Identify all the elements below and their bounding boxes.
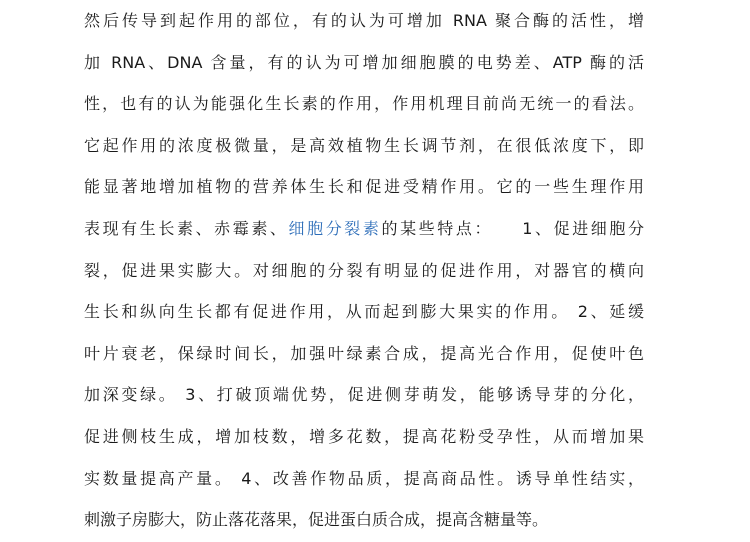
text-line-9: 叶片衰老，保绿时间长，加强叶绿素合成，提高光合作用，促使叶色	[84, 343, 644, 363]
text-line-8: 生长和纵向生长都有促进作用，从而起到膨大果实的作用。 2、延缓	[84, 302, 644, 322]
cytokinin-link[interactable]: 细胞分裂素	[288, 218, 382, 238]
text-line-7: 裂，促进果实膨大。对细胞的分裂有明显的促进作用，对器官的横向	[84, 260, 644, 280]
text-line-13: 刺激子房膨大，防止落花落果，促进蛋白质合成，提高含糖量等。	[84, 510, 549, 530]
text-line-11: 促进侧枝生成，增加枝数，增多花数，提高花粉受孕性，从而增加果	[84, 426, 644, 446]
text-line-5: 能显著地增加植物的营养体生长和促进受精作用。它的一些生理作用	[84, 177, 644, 197]
article-body	[84, 0, 644, 541]
text-line-1: 然后传导到起作用的部位，有的认为可增加 RNA 聚合酶的活性，增	[84, 11, 644, 30]
text-line-2: 加 RNA、DNA 含量，有的认为可增加细胞膜的电势差、ATP 酶的活	[84, 52, 644, 72]
text-line-10: 加深变绿。 3、打破顶端优势，促进侧芽萌发，能够诱导芽的分化，	[84, 385, 644, 405]
text-line-6-before: 表现有生长素、赤霉素、	[84, 218, 289, 238]
text-line-6-after: 的某些特点： 1、促进细胞分	[381, 218, 644, 238]
text-line-3: 性，也有的认为能强化生长素的作用，作用机理目前尚无统一的看法。	[84, 94, 644, 114]
text-line-12: 实数量提高产量。 4、改善作物品质，提高商品性。诱导单性结实，	[84, 468, 644, 488]
text-line-6	[84, 208, 644, 250]
text-line-4: 它起作用的浓度极微量，是高效植物生长调节剂，在很低浓度下，即	[84, 135, 644, 155]
